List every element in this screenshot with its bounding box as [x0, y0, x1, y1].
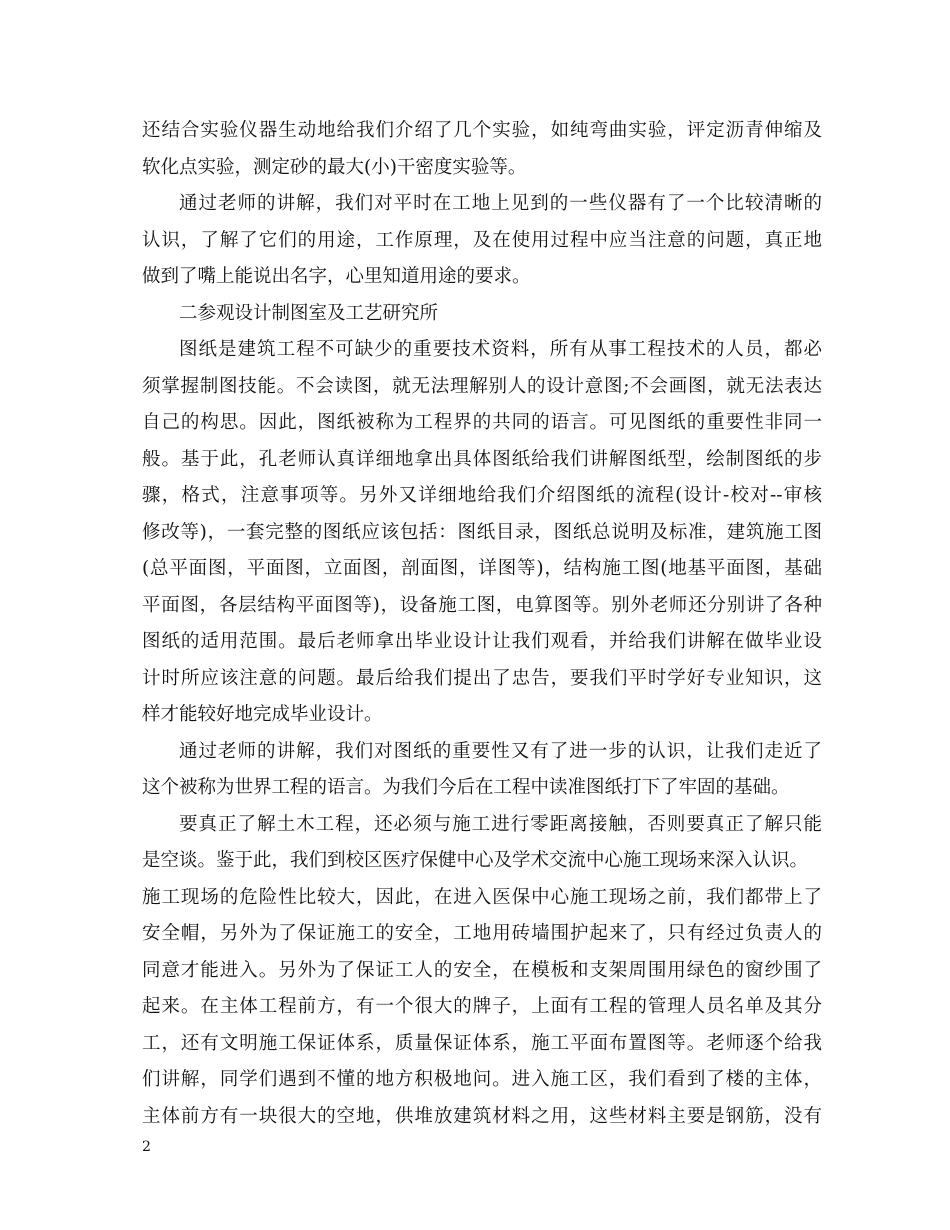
page-number: 2: [142, 1139, 151, 1155]
text-line: 工，还有文明施工保证体系，质量保证体系，施工平面布置图等。老师逐个给我: [142, 1032, 822, 1054]
text-line: 骤，格式，注意事项等。另外又详细地给我们介绍图纸的流程(设计-校对--审核: [142, 485, 822, 506]
text-line: 通过老师的讲解，我们对图纸的重要性又有了进一步的认识，让我们走近了: [179, 740, 822, 762]
text-line: 认识，了解了它们的用途，工作原理，及在使用过程中应当注意的问题，真正地: [142, 229, 822, 251]
text-line: 自己的构思。因此，图纸被称为工程界的共同的语言。可见图纸的重要性非同一: [142, 412, 822, 433]
text-line: 同意才能进入。另外为了保证工人的安全，在模板和支架周围用绿色的窗纱围了: [142, 959, 822, 981]
text-line: 二参观设计制图室及工艺研究所: [179, 302, 439, 324]
text-line: 起来。在主体工程前方，有一个很大的牌子，上面有工程的管理人员名单及其分: [142, 996, 822, 1017]
text-line: 是空谈。鉴于此，我们到校区医疗保健中心及学术交流中心施工现场来深入认识。: [142, 850, 809, 871]
text-line: 做到了嘴上能说出名字，心里知道用途的要求。: [142, 266, 531, 287]
text-line: 安全帽，另外为了保证施工的安全，工地用砖墙围护起来了，只有经过负责人的: [142, 923, 822, 944]
text-line: 修改等)，一套完整的图纸应该包括：图纸目录，图纸总说明及标准，建筑施工图: [142, 521, 822, 543]
text-line: 计时所应该注意的问题。最后给我们提出了忠告，要我们平时学好专业知识，这: [142, 667, 822, 689]
text-line: 般。基于此，孔老师认真详细地拿出具体图纸给我们讲解图纸型，绘制图纸的步: [142, 448, 822, 470]
text-line: 须掌握制图技能。不会读图，就无法理解别人的设计意图;不会画图，就无法表达: [142, 375, 822, 397]
text-line: 还结合实验仪器生动地给我们介绍了几个实验，如纯弯曲实验，评定沥青伸缩及: [142, 120, 822, 141]
text-line: 样才能较好地完成毕业设计。: [142, 704, 383, 725]
text-line: 图纸的适用范围。最后老师拿出毕业设计让我们观看，并给我们讲解在做毕业设: [142, 631, 822, 652]
text-line: 施工现场的危险性比较大，因此，在进入医保中心施工现场之前，我们都带上了: [142, 886, 822, 908]
text-line: 们讲解，同学们遇到不懂的地方积极地问。进入施工区，我们看到了楼的主体，: [142, 1069, 822, 1090]
text-line: 通过老师的讲解，我们对平时在工地上见到的一些仪器有了一个比较清晰的: [179, 193, 822, 214]
text-line: 图纸是建筑工程不可缺少的重要技术资料，所有从事工程技术的人员，都必: [179, 339, 822, 360]
text-line: 平面图，各层结构平面图等)，设备施工图，电算图等。别外老师还分别讲了各种: [142, 594, 822, 616]
text-line: (总平面图，平面图，立面图，剖面图，详图等)，结构施工图(地基平面图，基础: [142, 558, 822, 579]
text-line: 软化点实验，测定砂的最大(小)干密度实验等。: [142, 156, 527, 178]
text-line: 要真正了解土木工程，还必须与施工进行零距离接触，否则要真正了解只能: [179, 813, 822, 835]
document-body: [142, 113, 822, 1135]
text-line: 主体前方有一块很大的空地，供堆放建筑材料之用，这些材料主要是钢筋，没有: [142, 1105, 822, 1127]
text-line: 这个被称为世界工程的语言。为我们今后在工程中读准图纸打下了牢固的基础。: [142, 777, 790, 798]
